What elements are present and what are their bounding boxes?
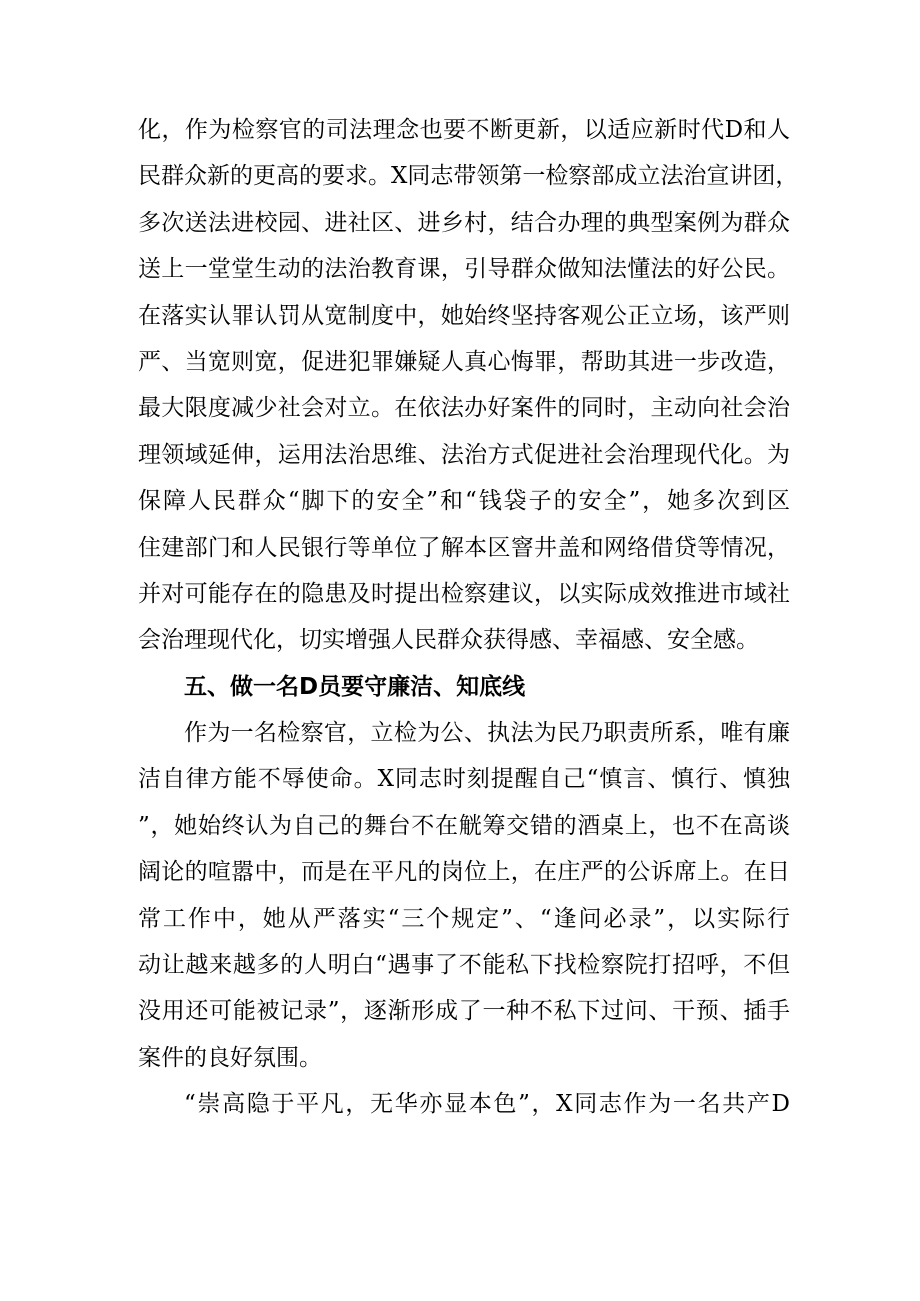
text-line: 住建部门和人民银行等单位了解本区窨井盖和网络借贷等情况，: [138, 534, 790, 561]
text-line: 送上一堂堂生动的法治教育课，引导群众做知法懂法的好公民。: [138, 256, 790, 283]
document-page: [138, 107, 799, 1128]
text-line: 理领域延伸，运用法治思维、法治方式促进社会治理现代化。为: [138, 441, 790, 468]
text-line: 并对可能存在的隐患及时提出检察建议，以实际成效推进市域社: [138, 580, 790, 607]
text-line: 民群众新的更高的要求。X同志带领第一检察部成立法治宣讲团，: [138, 163, 799, 190]
text-line: 案件的良好氛围。: [138, 1044, 322, 1071]
text-line: 常工作中，她从严落实“三个规定”、“逢问必录”，以实际行: [138, 905, 790, 932]
text-line: 最大限度减少社会对立。在依法办好案件的同时，主动向社会治: [138, 395, 790, 422]
text-line: 在落实认罪认罚从宽制度中，她始终坚持客观公正立场，该严则: [138, 302, 790, 329]
text-line: 作为一名检察官，立检为公、执法为民乃职责所系，唯有廉: [184, 720, 790, 747]
section-heading: 五、做一名D员要守廉洁、知底线: [184, 673, 526, 700]
text-line: 保障人民群众“脚下的安全”和“钱袋子的安全”，她多次到区: [138, 488, 790, 515]
text-line: “崇高隐于平凡，无华亦显本色”，X同志作为一名共产D: [184, 1091, 790, 1118]
text-line: 阔论的喧嚣中，而是在平凡的岗位上，在庄严的公诉席上。在日: [138, 859, 790, 886]
text-line: 会治理现代化，切实增强人民群众获得感、幸福感、安全感。: [138, 627, 759, 654]
text-line: 化，作为检察官的司法理念也要不断更新，以适应新时代D和人: [138, 117, 790, 143]
text-line: 多次送法进校园、进社区、进乡村，结合办理的典型案例为群众: [138, 209, 790, 236]
text-line: 没用还可能被记录”，逐渐形成了一种不私下过问、干预、插手: [138, 998, 790, 1025]
text-line: 动让越来越多的人明白“遇事了不能私下找检察院打招呼，不但: [138, 952, 790, 979]
text-line: ”，她始终认为自己的舞台不在觥筹交错的酒桌上，也不在高谈: [138, 812, 790, 839]
text-line: 严、当宽则宽，促进犯罪嫌疑人真心悔罪，帮助其进一步改造，: [138, 348, 790, 375]
text-line: 洁自律方能不辱使命。X同志时刻提醒自己“慎言、慎行、慎独: [138, 766, 790, 793]
paragraph-integrity: [138, 710, 790, 1081]
paragraph-social-governance: [138, 107, 799, 664]
paragraph-conclusion: [138, 1081, 790, 1127]
